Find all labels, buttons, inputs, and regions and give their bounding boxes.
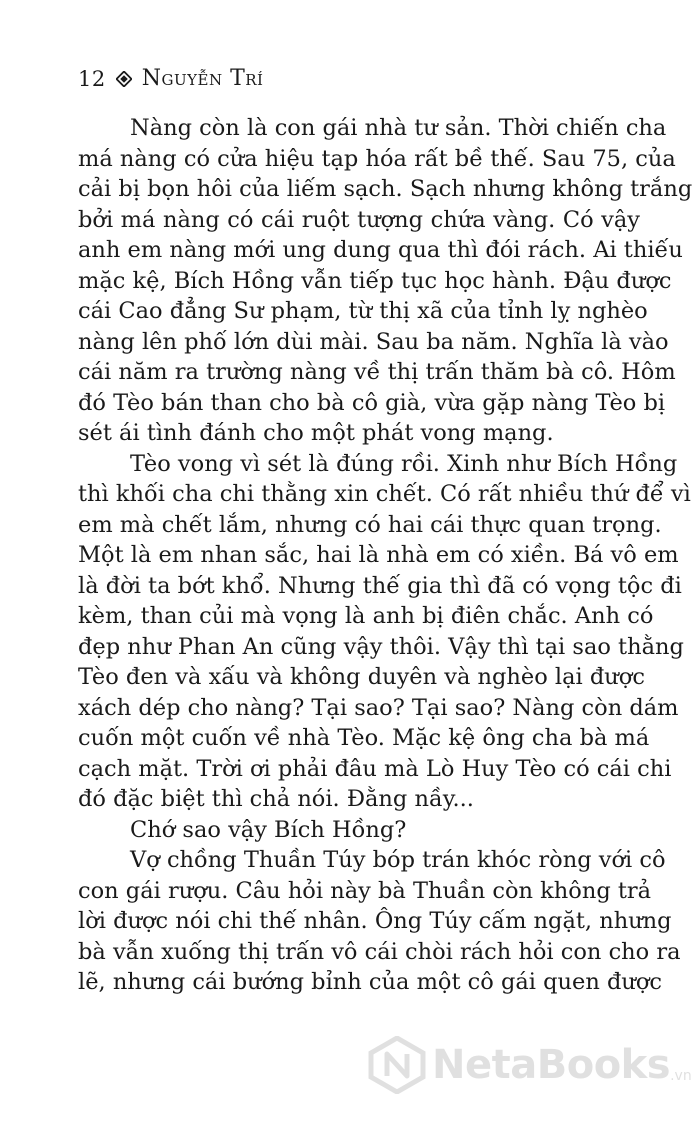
text-line: cuốn một cuốn về nhà Tèo. Mặc kệ ông cha bà má (78, 725, 650, 751)
text-line: là đời ta bớt khổ. Nhưng thế gia thì đã có vọng tộc đi (78, 572, 682, 599)
text-line: cái Cao đẳng Sư phạm, từ thị xã của tỉnh lỵ nghèo (78, 298, 648, 324)
text-line: sét ái tình đánh cho một phát vong mạng. (78, 420, 554, 446)
text-line: đó Tèo bán than cho bà cô già, vừa gặp nàng Tèo bị (78, 389, 666, 416)
text-line: đẹp như Phan An cũng vậy thôi. Vậy thì tại sao thằng (78, 633, 684, 660)
watermark-suffix: .vn (670, 1068, 692, 1084)
text-line: Một là em nhan sắc, hai là nhà em có xiền. Bá vô em (78, 542, 679, 568)
watermark-brand: NetaBooks (432, 1042, 671, 1088)
text-line: em mà chết lắm, nhưng có hai cái thực quan trọng. (78, 511, 662, 538)
text-line: Chớ sao vậy Bích Hồng? (130, 816, 407, 843)
text-line: xách dép cho nàng? Tại sao? Tại sao? Nàng còn dám (78, 694, 679, 721)
text-line: thì khối cha chi thằng xin chết. Có rất nhiều thứ để vì (78, 481, 691, 507)
paragraph (78, 113, 693, 449)
text-line: con gái rượu. Câu hỏi này bà Thuần còn không trả (78, 877, 652, 904)
text-line: bà vẫn xuống thị trấn vô cái chòi rách hỏi con cho ra (78, 938, 681, 965)
text-line: má nàng có cửa hiệu tạp hóa rất bề thế. Sau 75, của (78, 145, 676, 172)
text-line: cải bị bọn hôi của liếm sạch. Sạch nhưng không trắng (78, 176, 693, 202)
text-line: lời được nói chi thế nhân. Ông Túy cấm ngặt, nhưng (78, 908, 672, 934)
text-line: Nàng còn là con gái nhà tư sản. Thời chiến cha (130, 115, 667, 141)
paragraph (78, 815, 640, 846)
text-line: cái năm ra trường nàng về thị trấn thăm bà cô. Hôm (78, 359, 676, 385)
watermark (368, 1036, 692, 1094)
body-text (78, 113, 693, 998)
author-name: Nguyễn Trí (141, 66, 264, 91)
running-header (78, 66, 263, 91)
text-line: Tèo vong vì sét là đúng rồi. Xinh như Bích Hồng (130, 450, 678, 477)
paragraph (78, 449, 691, 815)
text-line: lẽ, nhưng cái bướng bỉnh của một cô gái quen được (78, 969, 663, 995)
text-line: đó đặc biệt thì chả nói. Đằng nầy... (78, 786, 474, 812)
diamond-ornament-icon (116, 71, 132, 87)
text-line: bởi má nàng có cái ruột tượng chứa vàng. Có vậy (78, 206, 640, 233)
text-line: Vợ chồng Thuần Túy bóp trán khóc ròng với cô (130, 847, 666, 873)
text-line: Tèo đen và xấu và không duyên và nghèo lại được (78, 664, 645, 690)
text-line: mặc kệ, Bích Hồng vẫn tiếp tục học hành. Đậu được (78, 267, 672, 294)
text-line: cạch mặt. Trời ơi phải đâu mà Lò Huy Tèo có cái chi (78, 755, 672, 782)
text-line: kèm, than củi mà vọng là anh bị điên chắc. Anh có (78, 603, 654, 629)
text-line: nàng lên phố lớn dùi mài. Sau ba năm. Nghĩa là vào (78, 328, 669, 355)
paragraph (78, 845, 681, 998)
page-number: 12 (78, 66, 106, 91)
text-line: anh em nàng mới ung dung qua thì đói rách. Ai thiếu (78, 237, 683, 263)
n-logo-icon (368, 1036, 426, 1094)
